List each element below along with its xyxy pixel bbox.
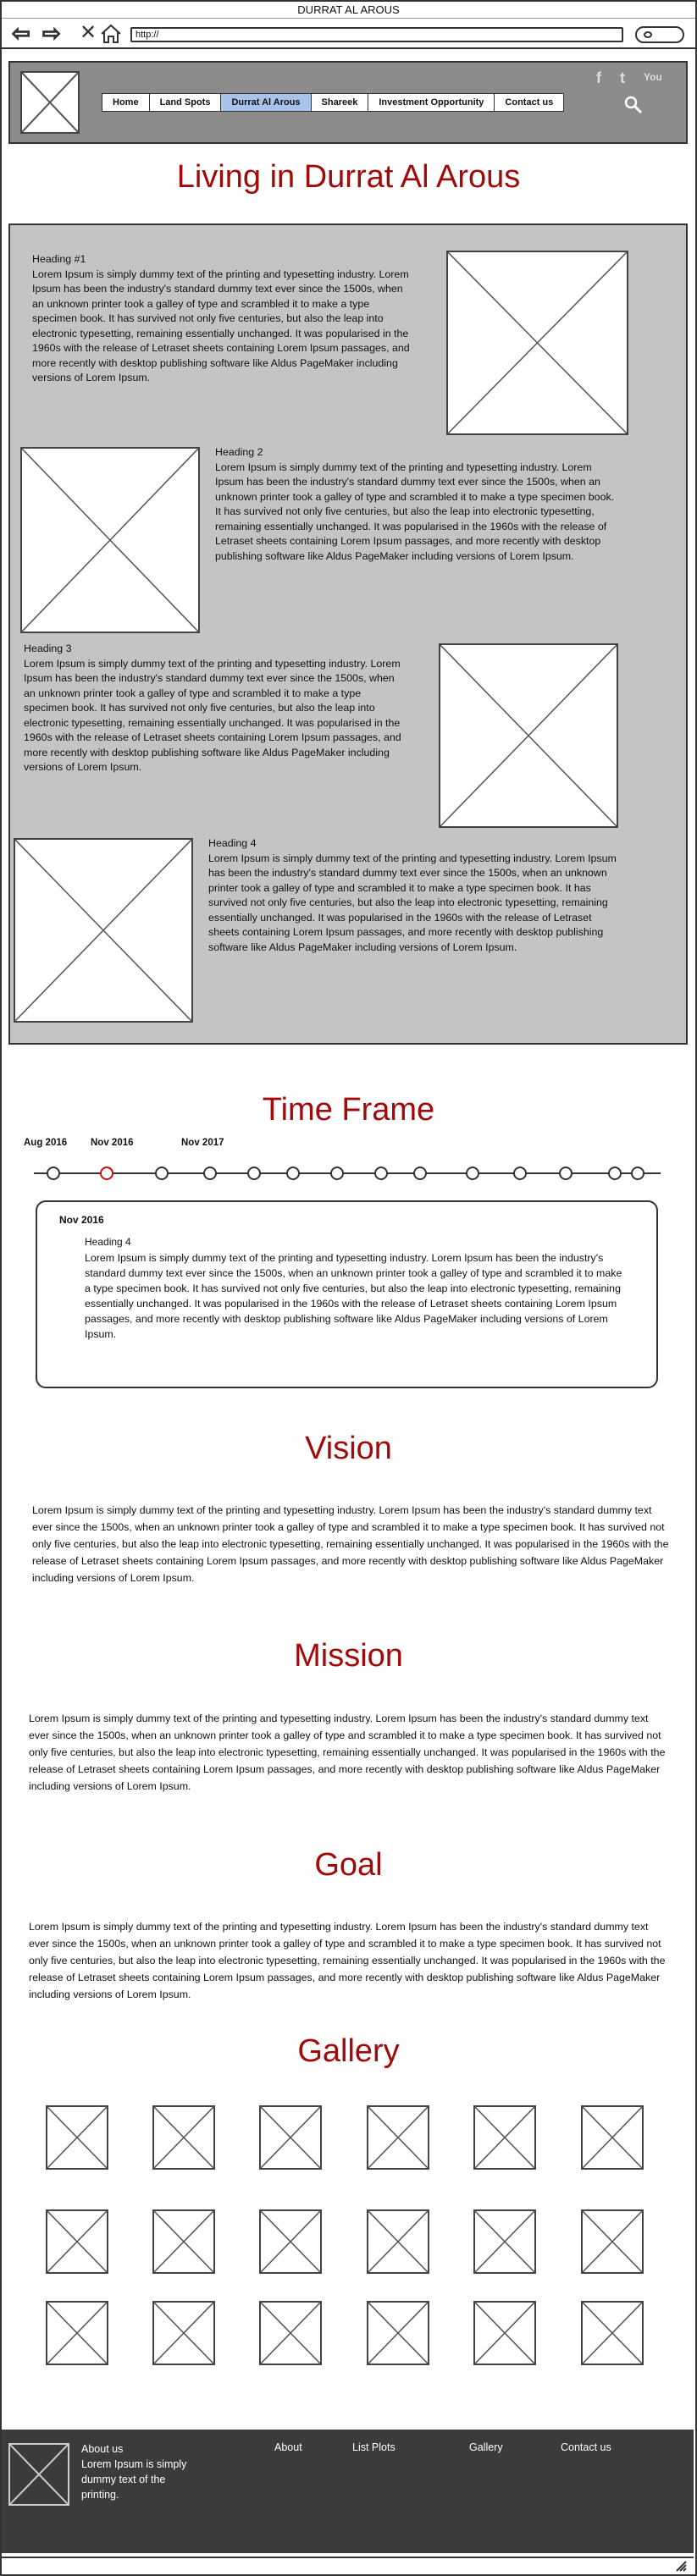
gallery-thumbnail[interactable] [46,2105,108,2170]
logo-placeholder[interactable] [20,71,80,134]
feature-1-text [32,252,415,386]
feature-2-text [215,445,622,564]
gallery-thumbnail[interactable] [259,2105,322,2170]
footer-about-title: About us [81,2443,124,2455]
forward-arrow-icon[interactable]: ⇨ [42,20,61,46]
gallery-thumbnail[interactable] [152,2105,215,2170]
gallery-thumbnail[interactable] [367,2209,429,2274]
timeline-dot[interactable] [286,1167,300,1180]
gallery-thumbnail[interactable] [46,2301,108,2365]
feature-image-3 [439,643,618,828]
timeline-dot[interactable] [413,1167,427,1180]
footer-link-about[interactable]: About [274,2441,302,2453]
youtube-icon[interactable]: You [644,71,662,83]
status-bar [2,2557,694,2573]
browser-toolbar [2,19,695,49]
close-x-icon[interactable]: ✕ [80,21,97,44]
feature-image-2 [20,447,200,633]
timeline-dot[interactable] [203,1167,217,1180]
nav-shareek[interactable]: Shareek [312,94,369,111]
gallery-thumbnail[interactable] [581,2209,644,2274]
timeline-label: Nov 2017 [181,1138,224,1148]
browser-search-field[interactable] [635,26,684,43]
vision-title: Vision [305,1431,392,1466]
timeline-dot[interactable] [330,1167,344,1180]
event-date: Nov 2016 [59,1214,104,1226]
gallery-thumbnail[interactable] [259,2301,322,2365]
timeline-dot[interactable] [47,1167,60,1180]
gallery-thumbnail[interactable] [46,2209,108,2274]
feature-body: Lorem Ipsum is simply dummy text of the printing and typesetting industry. Lorem Ipsum has been the industry's standard dummy text ever since the 1500s, when an unknown printer took a galley of type and scrambled it to make a type specimen book. It has survived not only five centuries, but also the leap into electronic typesetting, remaining essentially unchanged. It was popularised in the 1960s with the release of Letraset sheets containing Lorem Ipsum passages, and more recently with desktop publishing software like Aldus PageMaker including versions of Lorem Ipsum. [32,268,410,383]
timeframe-title: Time Frame [262,1092,435,1128]
mission-text: Lorem Ipsum is simply dummy text of the printing and typesetting industry. Lorem Ipsum has been the industry's standard dummy text ever since the 1500s, when an unknown printer took a galley of type and scrambled it to make a type specimen book. It has survived not only five centuries, but also the leap into electronic typesetting, remaining essentially unchanged. It was popularised in the 1960s with the release of Letraset sheets containing Lorem Ipsum passages, and more recently with desktop publishing software like Aldus PageMaker including versions of Lorem Ipsum. [29,1713,666,1792]
timeline-dot[interactable] [374,1167,388,1180]
feature-4-text [208,836,623,955]
search-icon [644,31,652,38]
timeline-dot[interactable] [100,1167,113,1180]
feature-body: Lorem Ipsum is simply dummy text of the printing and typesetting industry. Lorem Ipsum has been the industry's standard dummy text ever since the 1500s, when an unknown printer took a galley of type and scrambled it to make a type specimen book. It has survived not only five centuries, but also the leap into electronic typesetting, remaining essentially unchanged. It was popularised in the 1960s with the release of Letraset sheets containing Lorem Ipsum passages, and more recently with desktop publishing software like Aldus PageMaker including versions of Lorem Ipsum. [215,461,615,562]
back-arrow-icon[interactable]: ⇦ [12,20,30,46]
nav-land-spots[interactable]: Land Spots [150,94,222,111]
feature-body: Lorem Ipsum is simply dummy text of the printing and typesetting industry. Lorem Ipsum has been the industry's standard dummy text ever since the 1500s, when an unknown printer took a galley of type and scrambled it to make a type specimen book. It has survived not only five centuries, but also the leap into electronic typesetting, remaining essentially unchanged. It was popularised in the 1960s with the release of Letraset sheets containing Lorem Ipsum passages, and more recently with desktop publishing software like Aldus PageMaker including versions of Lorem Ipsum. [24,657,401,773]
gallery-thumbnail[interactable] [367,2301,429,2365]
event-text: Lorem Ipsum is simply dummy text of the printing and typesetting industry. Lorem Ipsum has been the industry's standard dummy text ever since the 1500s, when an unknown printer took a galley of type and scrambled it to make a type specimen book. It has survived not only five centuries, but also the leap into electronic typesetting, remaining essentially unchanged. It was popularised in the 1960s with the release of Letraset sheets containing Lorem Ipsum passages, and more recently with desktop publishing software like Aldus PageMaker including versions of Lorem Ipsum. [85,1252,622,1340]
home-icon[interactable] [100,24,122,44]
footer-about [81,2441,200,2502]
gallery-thumbnail[interactable] [152,2301,215,2365]
facebook-icon[interactable]: f [596,69,601,86]
timeline-dot[interactable] [247,1167,261,1180]
feature-heading: Heading 3 [24,643,72,654]
timeline-dot[interactable] [513,1167,527,1180]
page-title: Living in Durrat Al Arous [176,159,521,195]
feature-heading: Heading #1 [32,253,86,265]
footer-link-gallery[interactable]: Gallery [469,2441,503,2453]
site-footer [2,2430,694,2553]
timeline-dot[interactable] [608,1167,622,1180]
timeline-dot[interactable] [155,1167,169,1180]
footer-about-text: Lorem Ipsum is simply dummy text of the printing. [81,2458,187,2501]
gallery-thumbnail[interactable] [152,2209,215,2274]
feature-image-4 [14,838,193,1023]
site-header [8,61,688,144]
twitter-icon[interactable]: t [620,69,625,86]
feature-heading: Heading 4 [208,837,257,849]
gallery-thumbnail[interactable] [259,2209,322,2274]
feature-3-text [24,642,407,775]
timeline-label: Nov 2016 [91,1138,134,1148]
gallery-thumbnail[interactable] [473,2301,536,2365]
event-heading: Heading 4 [85,1236,131,1248]
nav-durrat-al-arous[interactable]: Durrat Al Arous [221,94,311,111]
window-title: DURRAT AL AROUS [2,2,695,19]
mission-title: Mission [294,1638,403,1674]
nav-home[interactable]: Home [102,94,150,111]
footer-logo-placeholder [8,2443,69,2506]
gallery-thumbnail[interactable] [581,2301,644,2365]
feature-body: Lorem Ipsum is simply dummy text of the printing and typesetting industry. Lorem Ipsum has been the industry's standard dummy text ever since the 1500s, when an unknown printer took a galley of type and scrambled it to make a type specimen book. It has survived not only five centuries, but also the leap into electronic typesetting, remaining essentially unchanged. It was popularised in the 1960s with the release of Letraset sheets containing Lorem Ipsum passages, and more recently with desktop publishing software like Aldus PageMaker including versions of Lorem Ipsum. [208,852,617,953]
timeline-event-card [36,1200,658,1388]
search-icon[interactable] [623,95,644,115]
nav-contact-us[interactable]: Contact us [505,97,554,108]
gallery-thumbnail[interactable] [581,2105,644,2170]
url-input[interactable]: http:// [130,27,623,42]
goal-title: Goal [314,1847,383,1883]
footer-link-list-plots[interactable]: List Plots [352,2441,396,2453]
timeline-dot[interactable] [466,1167,479,1180]
timeline-dot[interactable] [631,1167,644,1180]
gallery-thumbnail[interactable] [473,2209,536,2274]
nav-investment-opportunity[interactable]: Investment Opportunity [368,94,495,111]
resize-grip-icon[interactable] [675,2560,687,2572]
gallery-thumbnail[interactable] [473,2105,536,2170]
goal-text: Lorem Ipsum is simply dummy text of the printing and typesetting industry. Lorem Ipsum has been the industry's standard dummy text ever since the 1500s, when an unknown printer took a galley of type and scrambled it to make a type specimen book. It has survived not only five centuries, but also the leap into electronic typesetting, remaining essentially unchanged. It was popularised in the 1960s with the release of Letraset sheets containing Lorem Ipsum passages, and more recently with desktop publishing software like Aldus PageMaker including versions of Lorem Ipsum. [29,1921,666,2000]
features-panel [8,223,688,1045]
feature-image-1 [446,251,628,435]
gallery-thumbnail[interactable] [367,2105,429,2170]
footer-link-contact-us[interactable]: Contact us [561,2441,611,2453]
main-nav [102,93,564,112]
feature-heading: Heading 2 [215,446,263,458]
timeline-label: Aug 2016 [24,1138,68,1148]
gallery-title: Gallery [297,2033,400,2069]
vision-text: Lorem Ipsum is simply dummy text of the printing and typesetting industry. Lorem Ipsum has been the industry's standard dummy text ever since the 1500s, when an unknown printer took a galley of type and scrambled it to make a type specimen book. It has survived not only five centuries, but also the leap into electronic typesetting, remaining essentially unchanged. It was popularised in the 1960s with the release of Letraset sheets containing Lorem Ipsum passages, and more recently with desktop publishing software like Aldus PageMaker including versions of Lorem Ipsum. [32,1504,669,1584]
timeline-dot[interactable] [559,1167,573,1180]
